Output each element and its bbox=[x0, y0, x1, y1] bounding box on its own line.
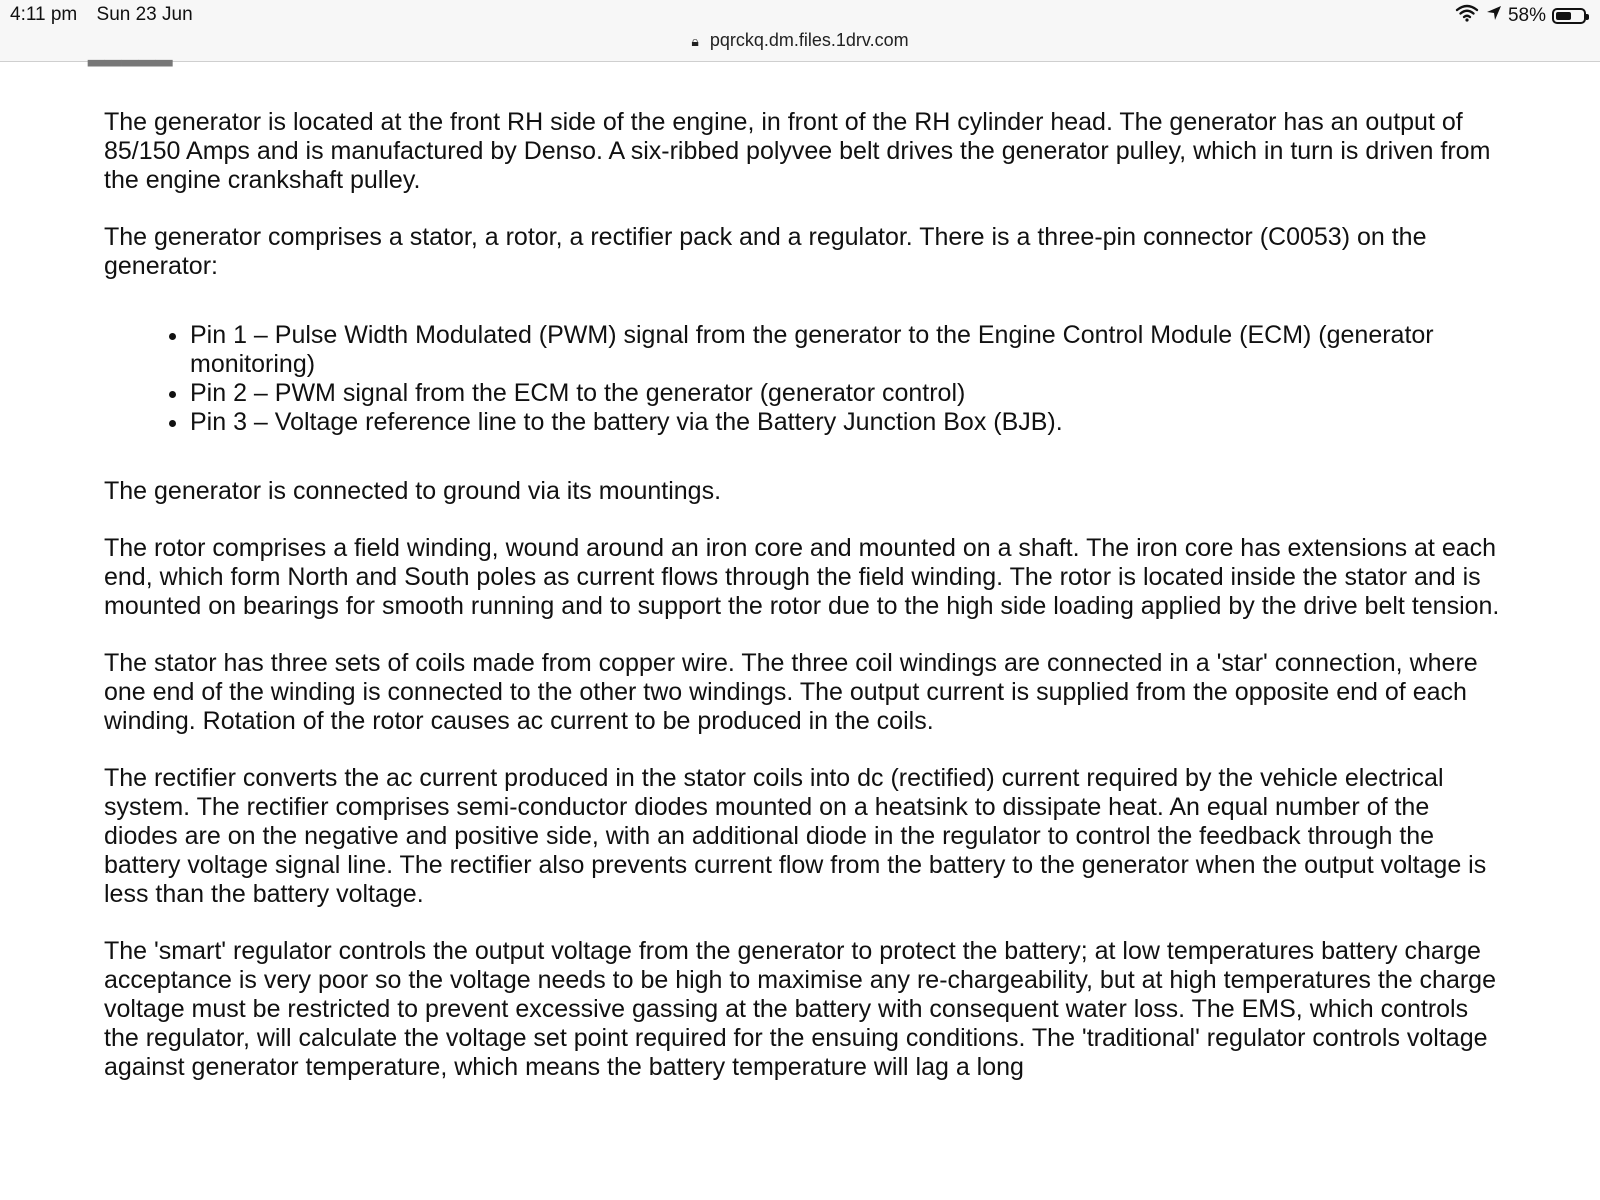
status-time: 4:11 pm bbox=[10, 4, 78, 25]
paragraph-stator: The stator has three sets of coils made from copper wire. The three coil windings are connected in a 'star' connection, where one end of the winding is connected to the other two windings. The output current is supplied from the opposite end of each winding. Rotation of the rotor causes ac current to be produced in the coils. bbox=[104, 649, 1478, 735]
status-bar-left bbox=[10, 4, 207, 26]
location-arrow-icon bbox=[1486, 5, 1502, 27]
clipped-previous-text: ▂▂▂▂▂ bbox=[88, 41, 173, 66]
paragraph-generator-location: The generator is located at the front RH side of the engine, in front of the RH cylinder head. The generator has an output of 85/150 Amps and is manufactured by Denso. A six-ribbed polyvee belt drives the generator pulley, which in turn is driven from the engine crankshaft pulley. bbox=[104, 108, 1491, 194]
pin-list-item: • Pin 1 – Pulse Width Modulated (PWM) signal from the generator to the Engine Control Module (ECM) (generator monitoring) bbox=[190, 321, 1504, 379]
status-bar-right bbox=[1448, 4, 1586, 28]
wifi-icon bbox=[1456, 4, 1478, 28]
pin-list-item: • Pin 3 – Voltage reference line to the battery via the Battery Junction Box (BJB). bbox=[190, 408, 1504, 437]
battery-level-fill bbox=[1556, 12, 1571, 20]
paragraph-rotor: The rotor comprises a field winding, wound around an iron core and mounted on a shaft. The iron core has extensions at each end, which form North and South poles as current flows through the field winding. The rotor is located inside the stator and is mounted on bearings for smooth running and to support the rotor due to the high side loading applied by the drive belt tension. bbox=[104, 534, 1500, 620]
battery-icon bbox=[1552, 8, 1586, 24]
document-body bbox=[104, 108, 1504, 1110]
browser-top-bar bbox=[0, 0, 1600, 66]
lock-icon: 🔒︎ bbox=[691, 33, 699, 49]
paragraph-generator-components: The generator comprises a stator, a rotor, a rectifier pack and a regulator. There is a three-pin connector (C0053) on the generator: bbox=[104, 223, 1427, 280]
battery-percent: 58% bbox=[1507, 5, 1546, 26]
battery-tip bbox=[1586, 14, 1589, 20]
url-bar[interactable] bbox=[0, 30, 1600, 51]
pin-list bbox=[104, 321, 1504, 437]
paragraph-rectifier: The rectifier converts the ac current produced in the stator coils into dc (rectified) current required by the vehicle electrical system. The rectifier comprises semi-conductor diodes mounted on a heatsink to dissipate heat. An equal number of the diodes are on the negative and positive side, with an additional diode in the regulator to control the feedback through the battery voltage signal line. The rectifier also prevents current flow from the battery to the generator when the output voltage is less than the battery voltage. bbox=[104, 764, 1487, 908]
status-date: Sun 23 Jun bbox=[96, 4, 193, 25]
pin-list-item: • Pin 2 – PWM signal from the ECM to the generator (generator control) bbox=[190, 379, 1504, 408]
paragraph-ground: The generator is connected to ground via its mountings. bbox=[104, 477, 722, 505]
url-text: pqrckq.dm.files.1drv.com bbox=[709, 30, 909, 50]
paragraph-regulator: The 'smart' regulator controls the output voltage from the generator to protect the battery; at low temperatures battery charge acceptance is very poor so the voltage needs to be high to maximise any re-chargeability, but at high temperatures the charge voltage must be restricted to prevent excessive gassing at the battery with consequent water loss. The EMS, which controls the regulator, will calculate the voltage set point required for the ensuing conditions. The 'traditional' regulator controls voltage against generator temperature, which means the battery temperature will lag a long bbox=[104, 937, 1496, 1081]
